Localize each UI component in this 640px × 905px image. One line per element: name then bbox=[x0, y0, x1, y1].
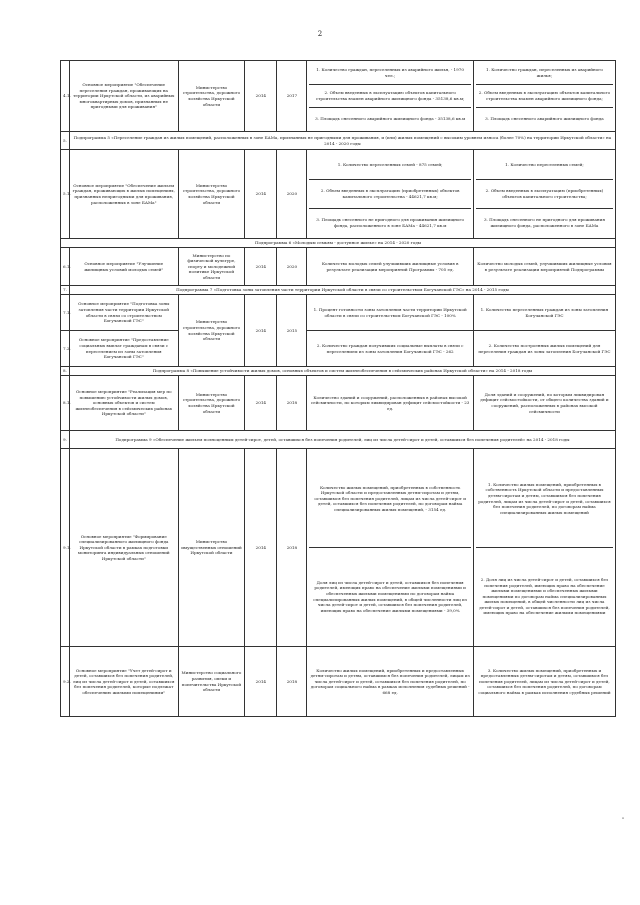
expected-result: Количество жилых помещений, приобретенных и предоставленных детям-сиротам и детям, оставшимся без попечения родителей, лицам из числа детей-сирот и детей, оставшихся без попечения родителей, по договорам социального найма в рамках исполнения судебных решений - 668 ед. bbox=[307, 647, 474, 717]
indicator-item: 1. Количество переселенных семей; bbox=[505, 162, 584, 168]
table-row bbox=[61, 647, 616, 717]
indicator: 2. Количество построенных жилых помещений для переселения граждан из зоны затопления Богучанской ГЭС bbox=[473, 331, 615, 367]
executor: Министерство строительства, дорожного хозяйства Иркутской области bbox=[178, 295, 245, 367]
event-name: Основное мероприятие "Реализация мер по повышению устойчивости жилых домов, основных объектов и систем жизнеобеспечения в сейсмических районах Иркутской области" bbox=[69, 376, 178, 431]
end-year: 2020 bbox=[277, 248, 307, 286]
start-year: 2014 bbox=[245, 449, 277, 647]
subprogram-title: Подпрограмма 8 «Повышение устойчивости жилых домов, основных объектов и систем жизнеобеспечения в сейсмических районах Иркутской области» на 2014 - 2018 годы bbox=[69, 367, 615, 376]
start-year: 2014 bbox=[245, 61, 277, 132]
expected-result: Количество молодых семей улучшивших жилищные условия в результате реализации мероприятий Программы - 705 ед. bbox=[307, 248, 474, 286]
indicators bbox=[473, 449, 615, 647]
row-number: 8.1. bbox=[61, 376, 70, 431]
indicator-item: 3. Площадь снесенного не пригодного для проживания жилищного фонда, расположенного в зоне БАМа bbox=[476, 208, 613, 237]
closing-quote-mark: " bbox=[622, 817, 625, 823]
result-item: 2. Объем введенных в эксплуатацию объектов капитального строительства взамен аварийного жилищного фонда - 35138,6 кв.м; bbox=[309, 84, 471, 107]
indicator: Количество молодых семей, улучшивших жилищные условия в результате реализации мероприятий Подпрограммы bbox=[473, 248, 615, 286]
result-item: 3. Площадь снесенного аварийного жилищного фонда - 35138,6 кв.м bbox=[309, 107, 471, 130]
row-number: 9.2. bbox=[61, 647, 70, 717]
start-year: 2014 bbox=[245, 295, 277, 367]
subprogram-row bbox=[61, 239, 616, 248]
start-year: 2014 bbox=[245, 248, 277, 286]
start-year: 2014 bbox=[245, 376, 277, 431]
end-year: 2018 bbox=[277, 376, 307, 431]
row-number: 5.1. bbox=[61, 150, 70, 239]
indicator: 1. Количество переселенных граждан из зоны затопления Богучанской ГЭС bbox=[473, 295, 615, 331]
executor: Министерство строительства, дорожного хозяйства Иркутской области bbox=[178, 376, 245, 431]
event-name: Основное мероприятие "Предоставление социальных выплат гражданам в связи с переселением из зоны затопления Богучанской ГЭС" bbox=[69, 331, 178, 367]
table-row bbox=[61, 449, 616, 647]
program-events-table bbox=[60, 60, 616, 717]
end-year: 2018 bbox=[277, 449, 307, 647]
table-row bbox=[61, 331, 616, 367]
executor: Министерство социального развития, опеки и попечительства Иркутской области bbox=[178, 647, 245, 717]
event-name: Основное мероприятие "Учет детей-сирот и детей, оставшихся без попечения родителей, лиц из числа детей-сирот и детей, оставшихся без попечения родителей, которые подлежат обеспечению жилыми помещениями" bbox=[69, 647, 178, 717]
indicator-item: 1. Количество жилых помещений, приобретенных в собственность Иркутской области и предоставленных детям-сиротам и детям, оставшимся без попечения родителей, лицам из числа детей-сирот и детей, оставшихся без попечения родителей, по договорам найма специализированных жилых помещений bbox=[478, 481, 611, 515]
subprogram-title: Подпрограмма 5 «Переселение граждан из жилых помещений, расположенных в зоне БАМа, признанных не пригодными для проживания, и (или) жилых помещений с высоким уровнем износа (более 70%) на территории Иркутской области» на 2014 - 2020 годы bbox=[69, 132, 615, 150]
start-year: 2014 bbox=[245, 647, 277, 717]
table-row bbox=[61, 295, 616, 331]
row-number: 9.1. bbox=[61, 449, 70, 647]
end-year: 2020 bbox=[277, 150, 307, 239]
indicator-item: 2. Объем введенных в эксплуатацию объектов капитального строительства взамен аварийного жилищного фонда; bbox=[476, 84, 613, 107]
subprogram-title: Подпрограмма 6 «Молодым семьям - доступное жилье» на 2014 - 2020 годы bbox=[61, 239, 616, 248]
executor: Министерство строительства, дорожного хозяйства Иркутской области bbox=[178, 150, 245, 239]
result-item: Доля лиц из числа детей-сирот и детей, оставшихся без попечения родителей, имеющих право на обеспечение жилыми помещениями и обеспеченных жилыми помещениями по договорам найма специализированных жилых помещений, в общей численности лиц из числа детей-сирот и детей, оставшихся без попечения родителей, имеющих право на обеспечение жилыми помещениями - 39,0% bbox=[309, 547, 471, 645]
row-number: 5. bbox=[61, 132, 70, 150]
subprogram-row bbox=[61, 367, 616, 376]
result-item: Количество жилых помещений, приобретенных в собственность Иркутской области и предоставленных детям-сиротам и детям, оставшимся без попечения родителей, лицам из числа детей-сирот и детей, оставшихся без попечения родителей, по договорам найма специализированных жилых помещений, - 3154 ед. bbox=[314, 484, 466, 512]
end-year: 2018 bbox=[277, 647, 307, 717]
indicators bbox=[473, 150, 615, 239]
expected-result: Количество зданий и сооружений, расположенных в районах высокой сейсмичности, по которым ликвидирован дефицит сейсмостойкости - 23 ед. bbox=[307, 376, 474, 431]
executor: Министерство по физической культуре, спорту и молодежной политике Иркутской области bbox=[178, 248, 245, 286]
end-year: 2017 bbox=[277, 61, 307, 132]
indicator-item: 3. Площадь снесенного аварийного жилищного фонда bbox=[476, 107, 613, 130]
row-number: 6.1. bbox=[61, 248, 70, 286]
row-number: 7.2. bbox=[61, 331, 70, 367]
executor: Министерство строительства, дорожного хозяйства Иркутской области bbox=[178, 61, 245, 132]
expected-result: 1. Процент готовности зоны затопления части территории Иркутской области в связи со строительством Богучанской ГЭС - 100% bbox=[307, 295, 474, 331]
result-item: 3. Площадь снесенного не пригодного для проживания жилищного фонда, расположенного в зоне БАМа - 44621,7 кв.м bbox=[309, 208, 471, 237]
page-number: 2 bbox=[317, 30, 323, 38]
event-name: Основное мероприятие "Подготовка зоны затопления части территории Иркутской области в связи со строительством Богучанской ГЭС" bbox=[69, 295, 178, 331]
indicator-item: 2. Доля лиц из числа детей-сирот и детей, оставшихся без попечения родителей, имеющих право на обеспечение жилыми помещениями и обеспеченных жилыми помещениями по договорам найма специализированных жилых помещений, в общей численности лиц из числа детей-сирот и детей, оставшихся без попечения родителей, имеющих право на обеспечение жилыми помещениями bbox=[476, 547, 613, 645]
row-number: 9. bbox=[61, 431, 70, 449]
expected-results bbox=[307, 449, 474, 647]
row-number: 8. bbox=[61, 367, 70, 376]
event-name: Основное мероприятие "Формирование специализированного жилищного фонда Иркутской области в рамках подготовки мониторинга индивидуальных отношений Иркутской области" bbox=[69, 449, 178, 647]
expected-results bbox=[307, 150, 474, 239]
table-row bbox=[61, 150, 616, 239]
result-item: 1. Количество переселенных семей - 875 семей; bbox=[337, 162, 443, 168]
indicator-item: 1. Количество граждан, переселенных из аварийного жилья; bbox=[486, 67, 603, 78]
subprogram-row bbox=[61, 132, 616, 150]
table-row bbox=[61, 248, 616, 286]
executor: Министерство имущественных отношений Иркутской области bbox=[178, 449, 245, 647]
row-number: 7. bbox=[61, 286, 70, 295]
table-row bbox=[61, 61, 616, 132]
start-year: 2014 bbox=[245, 150, 277, 239]
row-number: 7.1. bbox=[61, 295, 70, 331]
event-name: Основное мероприятие "Улучшение жилищных условий молодых семей" bbox=[69, 248, 178, 286]
row-number: 4.1. bbox=[61, 61, 70, 132]
expected-result: 2. Количество граждан получивших социальные выплаты в связи с переселением из зоны затопления Богучанской ГЭС - 262 bbox=[307, 331, 474, 367]
subprogram-row bbox=[61, 431, 616, 449]
result-item: 2. Объем введенных в эксплуатацию (приобретенных) объектов капитального строительства - 44621,7 кв.м; bbox=[309, 179, 471, 208]
subprogram-row bbox=[61, 286, 616, 295]
event-name: Основное мероприятие "Обеспечение переселения граждан, проживающих на территории Иркутской области, из аварийных многоквартирных домов, признанных не пригодными для проживания" bbox=[69, 61, 178, 132]
result-item: 1. Количество граждан, переселенных из аварийного жилья, - 1970 чел.; bbox=[316, 67, 464, 78]
indicators bbox=[473, 61, 615, 132]
indicator: Доля зданий и сооружений, по которым ликвидирован дефицит сейсмостойкости, от общего количества зданий и сооружений, расположенных в районах высокой сейсмичности bbox=[473, 376, 615, 431]
end-year: 2015 bbox=[277, 295, 307, 367]
indicator: 3. Количество жилых помещений, приобретенных и предоставленных детям-сиротам и детям, оставшимся без попечения родителей, лицам из числа детей-сирот и детей, оставшихся без попечения родителей, по договорам социального найма в рамках исполнения судебных решений bbox=[473, 647, 615, 717]
subprogram-title: Подпрограмма 7 «Подготовка зоны затопления части территории Иркутской области в связи со строительством Богучанской ГЭС» на 2014 - 2015 годы bbox=[69, 286, 615, 295]
expected-results bbox=[307, 61, 474, 132]
indicator-item: 2. Объем введенных в эксплуатацию (приобретенных) объектов капитального строительства; bbox=[476, 179, 613, 208]
subprogram-title: Подпрограмма 9 «Обеспечение жильем полноценным детей-сирот, детей, оставшихся без попечения родителей, лиц из числа детей-сирот и детей, оставшихся без попечения родителей» на 2014 - 2018 годы bbox=[69, 431, 615, 449]
event-name: Основное мероприятие "Обеспечение жильем граждан, проживающих в жилых помещениях, признанных непригодными для проживания, расположенных в зоне БАМа" bbox=[69, 150, 178, 239]
table-row bbox=[61, 376, 616, 431]
